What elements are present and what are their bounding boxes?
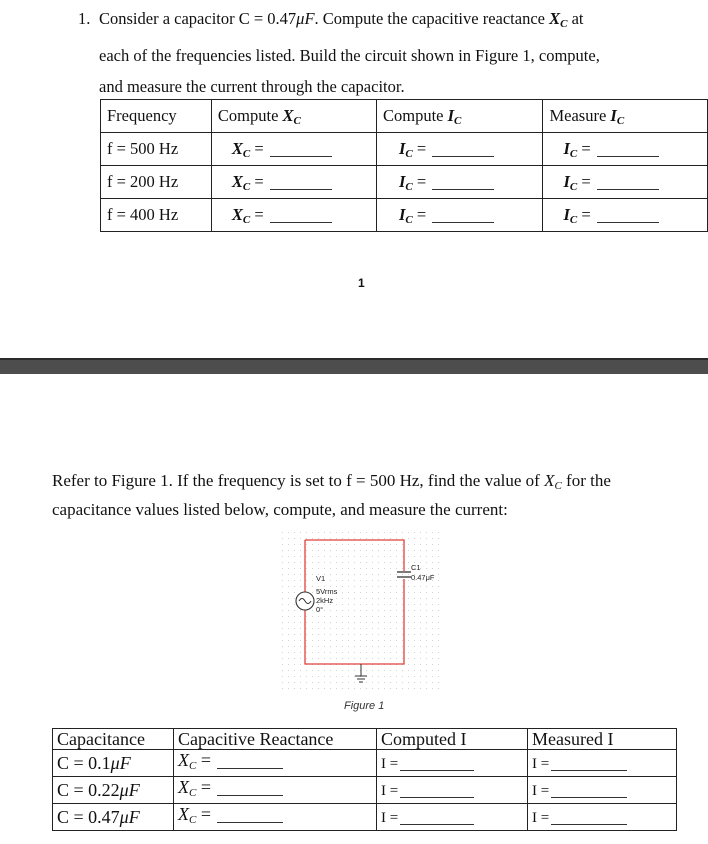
frequency-table [100, 99, 708, 232]
ic-compute-cell[interactable]: $I_C$ = [377, 133, 543, 166]
header-measure-ic: Measure $I_C$ [543, 100, 708, 133]
question-1-line-2: each of the frequencies listed. Build the circuit shown in Figure 1, compute, [99, 46, 600, 65]
question-1-line-1 [78, 3, 688, 40]
q1-text-a: Consider a capacitor C = 0.47 [99, 9, 297, 28]
circuit-figure [280, 530, 442, 695]
table-row [101, 133, 708, 166]
table-row [101, 199, 708, 232]
question-2 [52, 469, 692, 521]
capacitance-table [52, 728, 677, 831]
header-compute-xc: Compute $X_C$ [211, 100, 376, 133]
capacitor-value-label: 0.47μF [411, 573, 435, 582]
measured-i-cell[interactable]: I = [528, 750, 677, 777]
q1-text-c: at [567, 9, 584, 28]
header-frequency: Frequency [101, 100, 212, 133]
source-frequency-label: 2kHz [316, 596, 334, 605]
ac-source-icon [296, 592, 314, 610]
source-name-label: V1 [316, 574, 326, 583]
page-number: 1 [358, 276, 365, 290]
header-measured-i: Measured I [528, 729, 677, 750]
question-1 [78, 3, 688, 102]
q1-unit: μF [296, 9, 315, 28]
row-frequency: f = 400 Hz [101, 199, 212, 232]
xc-answer-cell[interactable]: $X_C$ = [211, 199, 376, 232]
table-header-row [101, 100, 708, 133]
row-frequency: f = 500 Hz [101, 133, 212, 166]
xc-symbol: $X_C$ [549, 9, 568, 30]
computed-i-cell[interactable]: I = [377, 777, 528, 804]
table-header-row [53, 729, 677, 750]
xc-answer-cell[interactable]: $X_C$ = [174, 777, 377, 804]
xc-answer-cell[interactable]: $X_C$ = [174, 804, 377, 831]
ic-measure-cell[interactable]: $I_C$ = [543, 133, 708, 166]
header-compute-ic: Compute $I_C$ [377, 100, 543, 133]
source-voltage-label: 5Vrms [316, 587, 338, 596]
table-row [53, 750, 677, 777]
computed-i-cell[interactable]: I = [377, 804, 528, 831]
table-row [53, 777, 677, 804]
question-1-line-3: and measure the current through the capacitor. [99, 77, 405, 96]
xc-answer-cell[interactable]: $X_C$ = [174, 750, 377, 777]
header-capacitive-reactance: Capacitive Reactance [174, 729, 377, 750]
table-row [53, 804, 677, 831]
row-capacitance: C = 0.47μF [53, 804, 174, 831]
table-row [101, 166, 708, 199]
xc-answer-cell[interactable]: $X_C$ = [211, 133, 376, 166]
ic-compute-cell[interactable]: $I_C$ = [377, 166, 543, 199]
xc-answer-cell[interactable]: $X_C$ = [211, 166, 376, 199]
header-capacitance: Capacitance [53, 729, 174, 750]
computed-i-cell[interactable]: I = [377, 750, 528, 777]
page-divider [0, 358, 708, 374]
q2-text-a: Refer to Figure 1. If the frequency is set to f = 500 Hz, find the value of [52, 471, 545, 490]
measured-i-cell[interactable]: I = [528, 777, 677, 804]
header-computed-i: Computed I [377, 729, 528, 750]
row-capacitance: C = 0.1μF [53, 750, 174, 777]
source-phase-label: 0° [316, 605, 324, 614]
xc-symbol: $X_C$ [544, 471, 562, 492]
measured-i-cell[interactable]: I = [528, 804, 677, 831]
q2-text-b: for the capacitance values listed below, compute, and measure the current: [52, 471, 611, 519]
row-capacitance: C = 0.22μF [53, 777, 174, 804]
ic-measure-cell[interactable]: $I_C$ = [543, 199, 708, 232]
figure-caption: Figure 1 [344, 700, 385, 712]
question-number: 1. [78, 9, 91, 28]
q1-text-b: . Compute the capacitive reactance [314, 9, 550, 28]
capacitor-name-label: C1 [411, 563, 421, 572]
row-frequency: f = 200 Hz [101, 166, 212, 199]
ic-measure-cell[interactable]: $I_C$ = [543, 166, 708, 199]
ic-compute-cell[interactable]: $I_C$ = [377, 199, 543, 232]
